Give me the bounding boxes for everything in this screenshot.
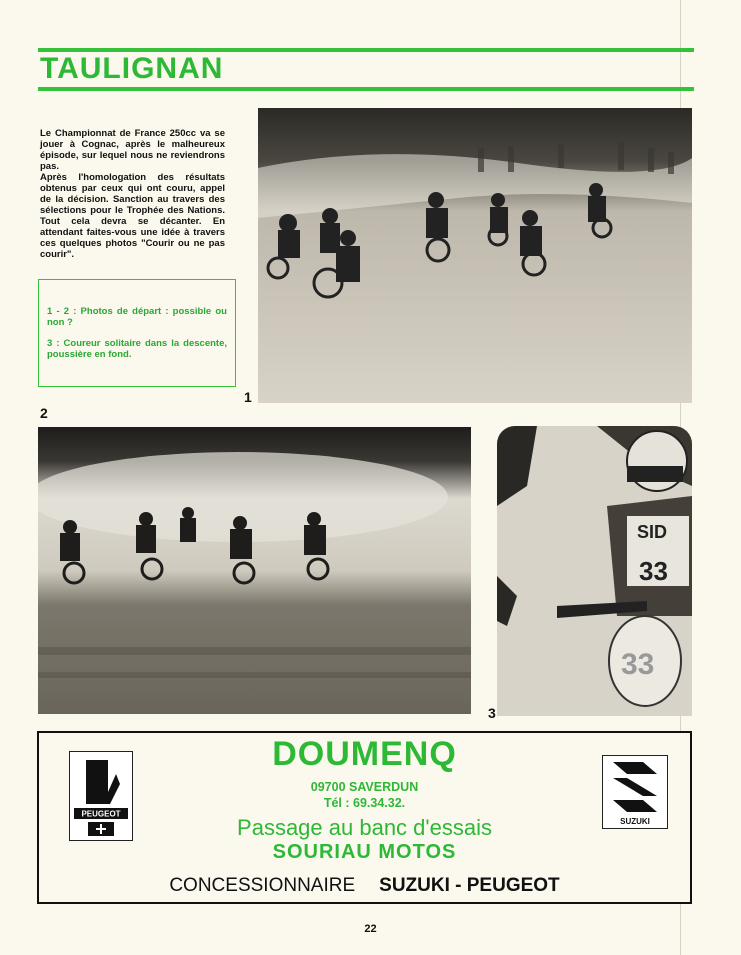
dealer-concession-line bbox=[39, 875, 690, 897]
caption-photos-1-2: 1 - 2 : Photos de départ : possible ou non ? bbox=[47, 306, 227, 328]
photo-3-number: 3 bbox=[488, 705, 496, 721]
svg-text:33: 33 bbox=[621, 648, 655, 681]
suzuki-logo-text: SUZUKI bbox=[620, 817, 650, 826]
intro-paragraph: Le Championnat de France 250cc va se jouer à Cognac, après le malheureux épisode, sur lequel nous ne reviendrons pas. Après l'homologation des résultats obtenus par ceux qui ont couru, appel de la décision. Sanction au travers des sélections pour le Trophée des Nations. Tout cela devra se décanter. En attendant faites-vous une idée à travers ces quelques photos "Courir ou ne pas courir". bbox=[40, 128, 225, 260]
photo-1-race-start bbox=[258, 108, 692, 403]
article-title: TAULIGNAN bbox=[40, 52, 224, 85]
svg-text:33: 33 bbox=[639, 556, 668, 586]
dealer-service: Passage au banc d'essais bbox=[237, 815, 492, 840]
concession-label: CONCESSIONNAIRE bbox=[169, 875, 356, 896]
title-underline-rule bbox=[38, 87, 694, 91]
photo-2-race-start-dust bbox=[38, 427, 471, 714]
photo-2-number: 2 bbox=[40, 405, 48, 421]
suzuki-logo bbox=[602, 755, 668, 829]
caption-box bbox=[38, 279, 236, 387]
peugeot-logo-text: PEUGEOT bbox=[81, 809, 121, 819]
concession-brands: SUZUKI - PEUGEOT bbox=[379, 875, 560, 896]
photo-1-number: 1 bbox=[244, 389, 252, 405]
dealer-advertisement bbox=[37, 731, 692, 904]
page-number: 22 bbox=[364, 923, 377, 935]
dealer-name: DOUMENQ bbox=[272, 735, 457, 773]
dealer-shop-name: SOURIAU MOTOS bbox=[272, 841, 457, 863]
dealer-address: 09700 SAVERDUN bbox=[310, 780, 419, 794]
photo-3-solo-rider bbox=[497, 426, 692, 716]
caption-photo-3: 3 : Coureur solitaire dans la descente, poussière en fond. bbox=[47, 338, 227, 360]
dealer-phone: Tél : 69.34.32. bbox=[323, 796, 406, 810]
svg-text:SID: SID bbox=[637, 522, 668, 542]
